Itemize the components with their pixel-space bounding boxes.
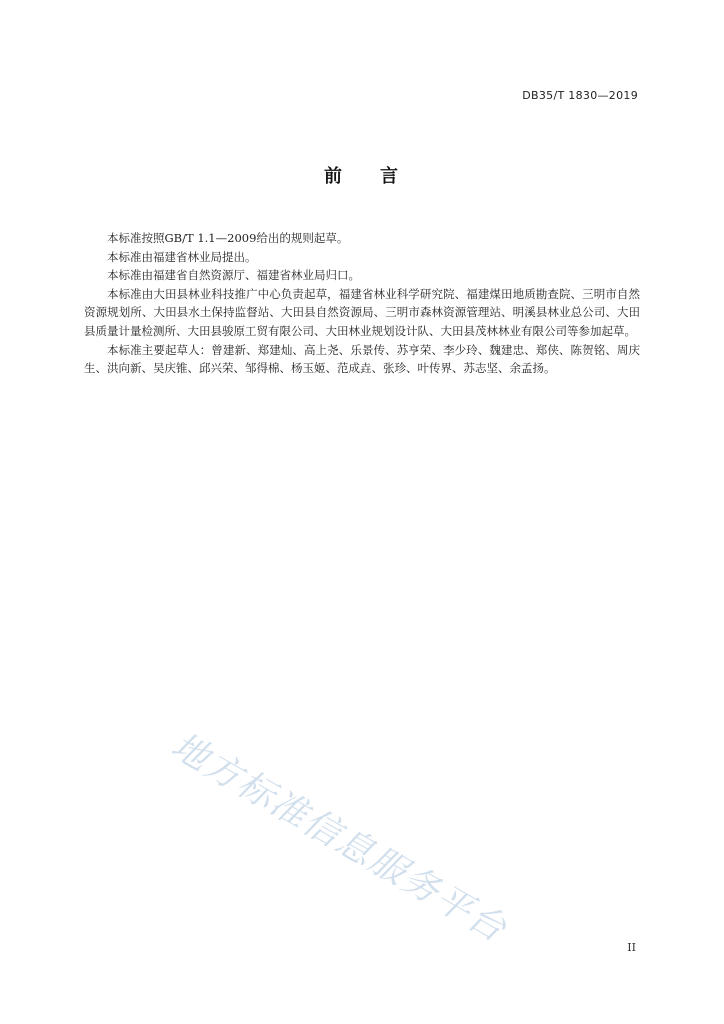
watermark: 地方标准信息服务平台 <box>164 725 514 951</box>
paragraph-centralized-by: 本标准由福建省自然资源厅、福建省林业局归口。 <box>107 268 360 283</box>
paragraph-main-drafters: 本标准主要起草人：曾建新、郑建灿、高上尧、乐景传、苏亨荣、李少玲、魏建忠、郑侠、陈贺铭、周庆生、洪向新、吴庆锥、邱兴荣、邹得棉、杨玉姬、范成垚、张珍、叶传界、苏志坚、余孟扬。 <box>84 342 640 376</box>
standard-number: DB35/T 1830—2019 <box>522 89 638 102</box>
title-char-2: 言 <box>380 166 400 187</box>
paragraph-drafting-units: 本标准由大田县林业科技推广中心负责起草，福建省林业科学研究院、福建煤田地质勘查院、三明市自然资源规划所、大田县水土保持监督站、大田县自然资源局、三明市森林资源管理站、明溪县林业总公司、大田县质量计量检测所、大田县骏原工贸有限公司、大田林业规划设计队、大田县茂林林业有限公司等参加起草。 <box>84 286 640 338</box>
paragraph-drafting-rules: 本标准按照GB/T 1.1—2009给出的规则起草。 <box>107 231 349 245</box>
foreword-body <box>84 229 640 378</box>
page-title <box>0 162 724 188</box>
page-number: II <box>627 941 636 954</box>
paragraph-proposed-by: 本标准由福建省林业局提出。 <box>107 249 257 264</box>
title-char-1: 前 <box>324 166 344 187</box>
